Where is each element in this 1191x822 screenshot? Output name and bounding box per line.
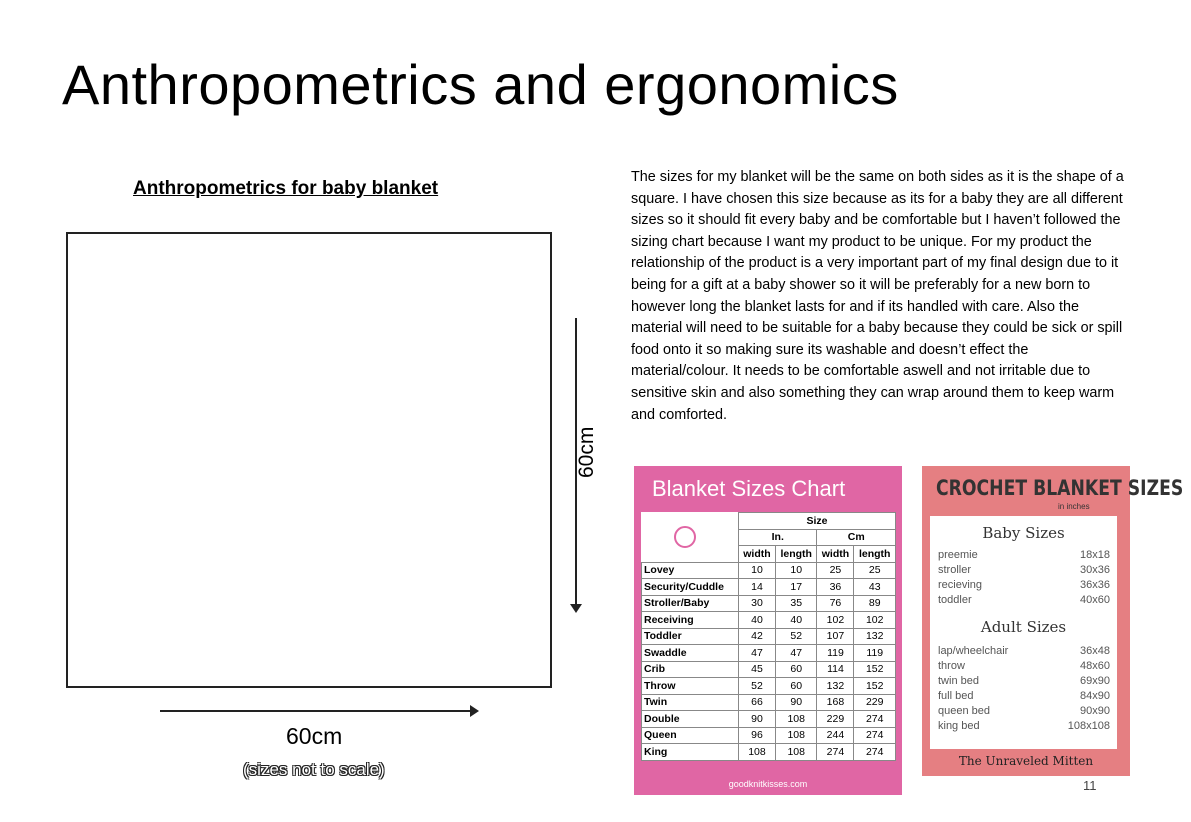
chart1-cell: 107: [817, 628, 854, 645]
down-arrow-icon: [570, 604, 582, 613]
chart1-row: [642, 711, 896, 728]
chart1-row: [642, 595, 896, 612]
chart1-row-name: Queen: [642, 727, 739, 744]
chart1-cell: 168: [817, 694, 854, 711]
size-row: [938, 704, 1110, 719]
size-value: 69x90: [1080, 675, 1110, 687]
size-value: 36x36: [1080, 579, 1110, 591]
chart1-cell: 76: [817, 595, 854, 612]
size-row: [938, 674, 1110, 689]
size-value: 36x48: [1080, 645, 1110, 657]
chart1-row: [642, 744, 896, 761]
chart1-row: [642, 628, 896, 645]
scale-note: (sizes not to scale): [243, 760, 385, 779]
chart1-cell: 114: [817, 661, 854, 678]
chart2-title: CROCHET BLANKET SIZES: [936, 476, 1184, 500]
chart1-cell: 132: [854, 628, 896, 645]
chart1-cell: 10: [775, 562, 817, 579]
chart1-cell: 30: [739, 595, 776, 612]
height-label: 60cm: [575, 426, 598, 478]
size-row: [938, 578, 1110, 593]
yarn-ball-icon: [666, 518, 704, 556]
blanket-square-diagram: [66, 232, 552, 688]
size-name: full bed: [938, 690, 974, 702]
chart1-row-name: Crib: [642, 661, 739, 678]
blanket-sizes-chart-image: [634, 466, 902, 795]
chart1-row-name: Security/Cuddle: [642, 579, 739, 596]
adult-sizes-heading: Adult Sizes: [980, 618, 1067, 636]
chart1-col-header: width: [817, 546, 854, 563]
chart1-row: [642, 579, 896, 596]
chart1-cell: 60: [775, 678, 817, 695]
chart1-row-name: Double: [642, 711, 739, 728]
chart1-cell: 108: [775, 744, 817, 761]
size-value: 48x60: [1080, 660, 1110, 672]
adult-sizes-list: [938, 644, 1110, 734]
chart1-row: [642, 645, 896, 662]
crochet-blanket-sizes-image: [922, 466, 1184, 776]
chart1-row-name: Stroller/Baby: [642, 595, 739, 612]
chart1-cell: 274: [854, 744, 896, 761]
description-paragraph: [631, 167, 1129, 426]
right-arrow-icon: [470, 705, 479, 717]
chart1-cell: 47: [739, 645, 776, 662]
chart1-cell: 152: [854, 661, 896, 678]
chart1-row: [642, 562, 896, 579]
chart1-cell: 108: [739, 744, 776, 761]
size-name: twin bed: [938, 675, 979, 687]
chart1-cell: 60: [775, 661, 817, 678]
size-row: [938, 719, 1110, 734]
chart1-row-name: Twin: [642, 694, 739, 711]
chart1-col-header: width: [739, 546, 776, 563]
chart1-cell: 43: [854, 579, 896, 596]
size-name: recieving: [938, 579, 983, 591]
size-row: [938, 689, 1110, 704]
chart1-cell: 274: [854, 711, 896, 728]
size-value: 108x108: [1067, 720, 1110, 732]
chart1-cell: 119: [817, 645, 854, 662]
chart1-cell: 52: [739, 678, 776, 695]
chart1-col-header: length: [854, 546, 896, 563]
chart1-footer: goodknitkisses.com: [728, 779, 808, 789]
size-value: 18x18: [1080, 549, 1110, 561]
chart1-cell: 40: [775, 612, 817, 629]
chart1-cell: 45: [739, 661, 776, 678]
chart1-row: [642, 694, 896, 711]
chart1-row-name: King: [642, 744, 739, 761]
chart1-cell: 152: [854, 678, 896, 695]
chart1-row: [642, 661, 896, 678]
chart1-row-name: Lovey: [642, 562, 739, 579]
chart2-subtitle: in inches: [1058, 502, 1090, 511]
width-arrow-line: [160, 710, 472, 712]
size-value: 84x90: [1080, 690, 1110, 702]
chart1-cell: 36: [817, 579, 854, 596]
chart1-cell: 52: [775, 628, 817, 645]
chart1-table: [641, 512, 896, 761]
chart1-cell: 132: [817, 678, 854, 695]
chart1-cell: 42: [739, 628, 776, 645]
chart1-cell: 102: [854, 612, 896, 629]
size-name: stroller: [938, 564, 972, 576]
size-row: [938, 593, 1110, 608]
chart1-corner: [642, 513, 739, 563]
chart1-row: [642, 678, 896, 695]
size-row: [938, 548, 1110, 563]
chart1-cell: 274: [817, 744, 854, 761]
chart1-row-name: Receiving: [642, 612, 739, 629]
chart1-unit-in: In.: [739, 529, 817, 546]
chart2-card: [930, 516, 1117, 749]
chart1-cell: 90: [739, 711, 776, 728]
size-row: [938, 644, 1110, 659]
size-name: preemie: [938, 549, 978, 561]
chart1-cell: 274: [854, 727, 896, 744]
size-row: [938, 659, 1110, 674]
size-value: 90x90: [1080, 705, 1110, 717]
page-number: 11: [1083, 778, 1097, 793]
chart1-title: Blanket Sizes Chart: [652, 476, 846, 501]
chart1-cell: 229: [854, 694, 896, 711]
chart1-cell: 119: [854, 645, 896, 662]
chart1-cell: 25: [817, 562, 854, 579]
description-text: The sizes for my blanket will be the same on both sides as it is the shape of a square. I have chosen this size because as its for a baby they are all different sizes so it should fit every baby and be comfortable but I haven’t followed the sizing chart because I want my product to be unique. For my product the relationship of the product is a very important part of my final design due to it being for a gift at a baby shower so it will be preferably for a new born to however long the blanket lasts for and if its handled with care. Also the material will need to be suitable for a baby because they could be sick or spill food onto it so making sure its washable and doesn’t effect the material/colour. It needs to be comfortable aswell and not irritable due to sensitive skin and also something they can wrap around them to keep warm and comforted.: [631, 169, 1124, 423]
chart1-cell: 89: [854, 595, 896, 612]
chart1-cell: 35: [775, 595, 817, 612]
page-title: Anthropometrics and ergonomics: [62, 53, 899, 116]
chart1-cell: 66: [739, 694, 776, 711]
chart1-size-header: Size: [739, 513, 896, 530]
section-heading: Anthropometrics for baby blanket: [133, 178, 439, 199]
chart1-row-name: Toddler: [642, 628, 739, 645]
baby-sizes-list: [938, 548, 1110, 608]
chart1-cell: 25: [854, 562, 896, 579]
width-label: 60cm: [286, 723, 343, 749]
size-value: 30x36: [1080, 564, 1110, 576]
size-name: throw: [938, 660, 965, 672]
chart1-cell: 108: [775, 711, 817, 728]
chart1-row: [642, 612, 896, 629]
chart1-row-name: Throw: [642, 678, 739, 695]
size-value: 40x60: [1080, 594, 1110, 606]
chart1-row: [642, 727, 896, 744]
size-row: [938, 563, 1110, 578]
chart1-cell: 102: [817, 612, 854, 629]
chart1-cell: 10: [739, 562, 776, 579]
chart2-footer: The Unraveled Mitten: [958, 754, 1094, 768]
chart1-cell: 47: [775, 645, 817, 662]
chart1-cell: 17: [775, 579, 817, 596]
chart1-cell: 90: [775, 694, 817, 711]
size-name: lap/wheelchair: [938, 645, 1009, 657]
chart1-cell: 40: [739, 612, 776, 629]
chart1-cell: 244: [817, 727, 854, 744]
chart1-cell: 229: [817, 711, 854, 728]
size-name: toddler: [938, 594, 972, 606]
size-name: king bed: [938, 720, 980, 732]
chart1-col-header: length: [775, 546, 817, 563]
chart1-cell: 14: [739, 579, 776, 596]
chart1-row-name: Swaddle: [642, 645, 739, 662]
baby-sizes-heading: Baby Sizes: [982, 524, 1065, 542]
chart1-unit-cm: Cm: [817, 529, 896, 546]
chart1-cell: 108: [775, 727, 817, 744]
chart1-cell: 96: [739, 727, 776, 744]
size-name: queen bed: [938, 705, 990, 717]
